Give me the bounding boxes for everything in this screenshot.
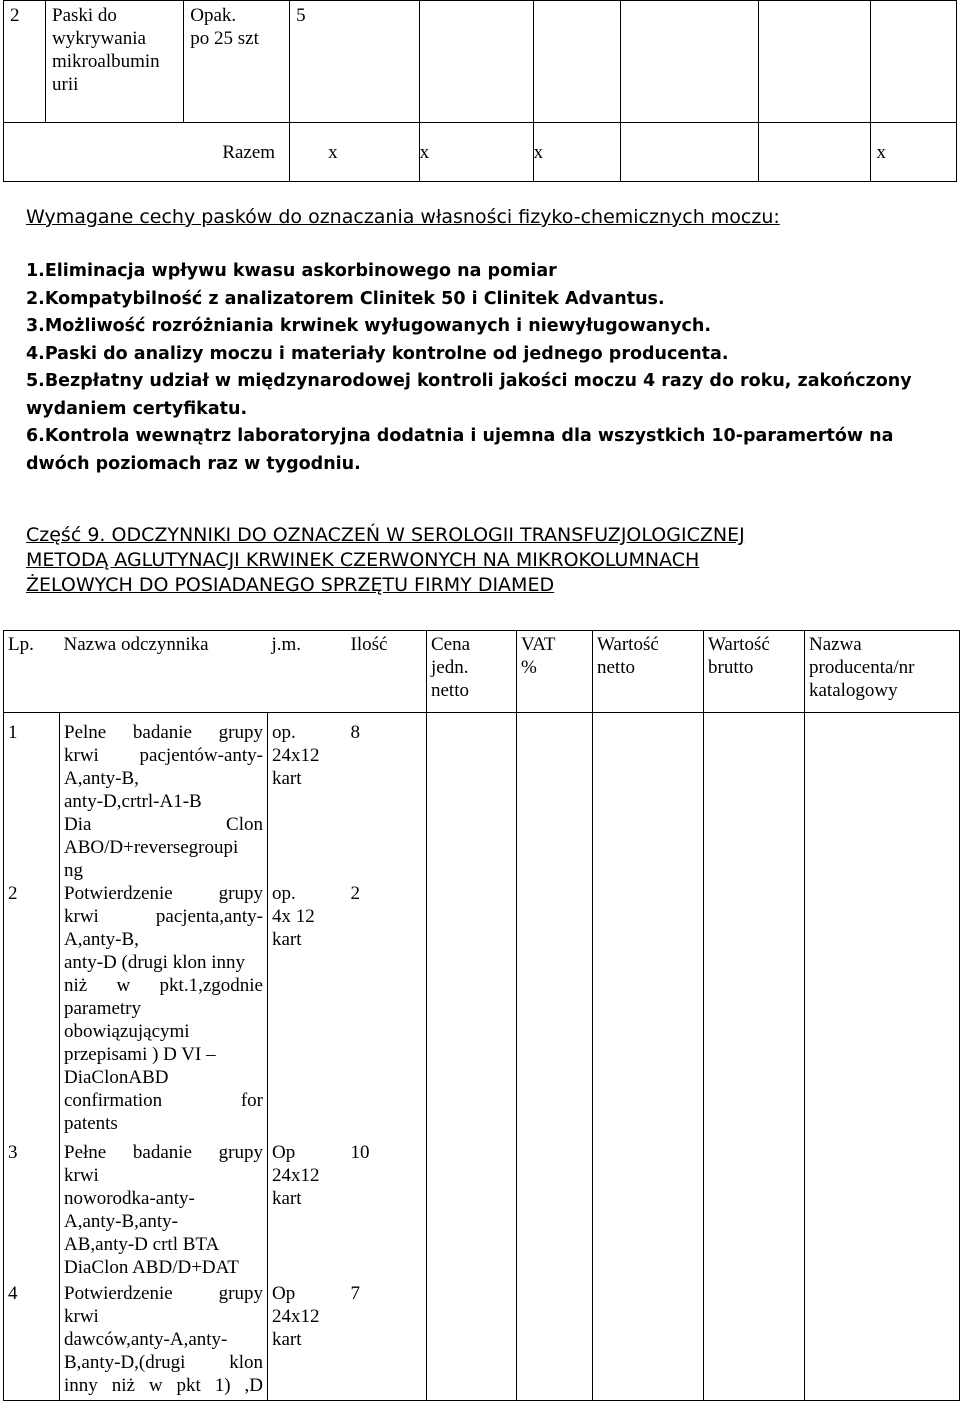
empty-cell	[620, 123, 759, 182]
x-cell: x	[870, 123, 957, 182]
header-lp: Lp.	[4, 631, 60, 713]
unit-cell: Op 24x12 kart	[268, 1282, 347, 1400]
section-title-line: METODĄ AGLUTYNACJI KRWINEK CZERWONYCH NA MIKROKOLUMNACH	[26, 549, 700, 571]
list-item: 6.Kontrola wewnątrz laboratoryjna dodatnia i ujemna dla wszystkich 10-paramertów na dwóch poziomach raz w tygodniu.	[26, 426, 894, 474]
x-cell: x	[419, 123, 533, 182]
lp-cell: 3	[4, 1141, 60, 1282]
name-cell: Paski do wykrywania mikroalbumin urii	[46, 1, 184, 123]
empty-cell	[517, 713, 593, 883]
empty-cell	[517, 1282, 593, 1400]
name-cell: Potwierdzenie grupy krwi pacjenta,anty- A,anty-B, anty-D (drugi klon inny niż w pkt.1,zgodnie parametry obowiązującymi przepisami ) D VI – DiaClonABD confirmation for patents	[60, 882, 268, 1141]
empty-cell	[593, 1141, 704, 1282]
empty-cell	[704, 882, 805, 1141]
empty-cell	[533, 1, 620, 123]
table-header-row	[4, 631, 960, 713]
table-row	[4, 882, 960, 1141]
reagents-table	[3, 630, 960, 1401]
header-jm: j.m.	[268, 631, 347, 713]
empty-cell	[805, 1282, 960, 1400]
table-row	[4, 713, 960, 883]
header-qty: Ilość	[347, 631, 427, 713]
lp-cell: 4	[4, 1282, 60, 1400]
requirements-title: Wymagane cechy pasków do oznaczania własności fizyko-chemicznych moczu:	[26, 206, 780, 228]
table-row	[4, 123, 957, 182]
razem-label: Razem	[4, 123, 290, 182]
empty-cell	[704, 713, 805, 883]
table-row	[4, 1282, 960, 1400]
qty-cell: 8	[350, 722, 360, 743]
empty-cell	[427, 882, 517, 1141]
header-name: Nazwa odczynnika	[60, 631, 268, 713]
qty-cell: 7	[347, 1282, 427, 1400]
x-cell: x	[290, 123, 419, 182]
header-net: Wartość netto	[593, 631, 704, 713]
qty-cell: 2	[350, 883, 360, 904]
empty-cell	[805, 882, 960, 1141]
qty-cell: 10	[350, 1142, 370, 1163]
list-item: 1.Eliminacja wpływu kwasu askorbinowego na pomiar	[26, 261, 557, 281]
empty-cell	[805, 713, 960, 883]
name-cell: Potwierdzenie grupy krwi dawców,anty-A,anty- B,anty-D,(drugi klon inny niż w pkt 1) ,D	[60, 1282, 268, 1400]
list-item: 3.Możliwość rozróżniania krwinek wyługowanych i niewyługowanych.	[26, 316, 711, 336]
section-title-line: ŻELOWYCH DO POSIADANEGO SPRZĘTU FIRMY DIAMED	[26, 574, 555, 596]
name-cell: Pelne badanie grupy krwi pacjentów-anty- A,anty-B, anty-D,crtrl-A1-B Dia Clon ABO/D+reversegroupi ng	[60, 713, 268, 883]
empty-cell	[517, 1141, 593, 1282]
empty-cell	[759, 1, 870, 123]
header-price: Cena jedn. netto	[427, 631, 517, 713]
empty-cell	[419, 1, 533, 123]
x-cell: x	[533, 123, 620, 182]
header-gross: Wartość brutto	[704, 631, 805, 713]
header-producer: Nazwa producenta/nr katalogowy	[805, 631, 960, 713]
name-cell: Pełne badanie grupy krwi noworodka-anty- A,anty-B,anty- AB,anty-D crtl BTA DiaClon ABD/D+DAT	[60, 1141, 268, 1282]
unit-cell: op. 24x12 kart	[268, 713, 347, 883]
section-heading	[26, 523, 936, 598]
unit-cell: op. 4x 12 kart	[268, 882, 347, 1141]
empty-cell	[427, 1282, 517, 1400]
empty-cell	[593, 1282, 704, 1400]
lp-cell: 2	[4, 1, 46, 123]
lp-cell: 1	[4, 713, 60, 883]
table-row	[4, 1141, 960, 1282]
section-part: Część 9.	[26, 524, 106, 546]
list-item: 2.Kompatybilność z analizatorem Clinitek 50 i Clinitek Advantus.	[26, 288, 665, 309]
list-item: 4.Paski do analizy moczu i materiały kontrolne od jednego producenta.	[26, 343, 729, 364]
empty-cell	[704, 1282, 805, 1400]
empty-cell	[870, 1, 957, 123]
qty-cell: 5	[290, 1, 419, 123]
header-vat: VAT %	[517, 631, 593, 713]
top-table	[3, 0, 957, 182]
table-row	[4, 1, 957, 123]
empty-cell	[759, 123, 870, 182]
empty-cell	[517, 882, 593, 1141]
empty-cell	[593, 713, 704, 883]
section-title-line: ODCZYNNIKI DO OZNACZEŃ W SEROLOGII TRANSFUZJOLOGICZNEJ	[111, 524, 745, 546]
empty-cell	[704, 1141, 805, 1282]
empty-cell	[427, 713, 517, 883]
lp-cell: 2	[4, 882, 60, 1141]
unit-cell: Opak. po 25 szt	[184, 1, 290, 123]
empty-cell	[593, 882, 704, 1141]
requirements-list	[26, 258, 936, 478]
empty-cell	[427, 1141, 517, 1282]
empty-cell	[805, 1141, 960, 1282]
unit-cell: Op 24x12 kart	[268, 1141, 347, 1282]
list-item: 5.Bezpłatny udział w międzynarodowej kontroli jakości moczu 4 razy do roku, zakończony wydaniem certyfikatu.	[26, 371, 912, 419]
empty-cell	[620, 1, 759, 123]
